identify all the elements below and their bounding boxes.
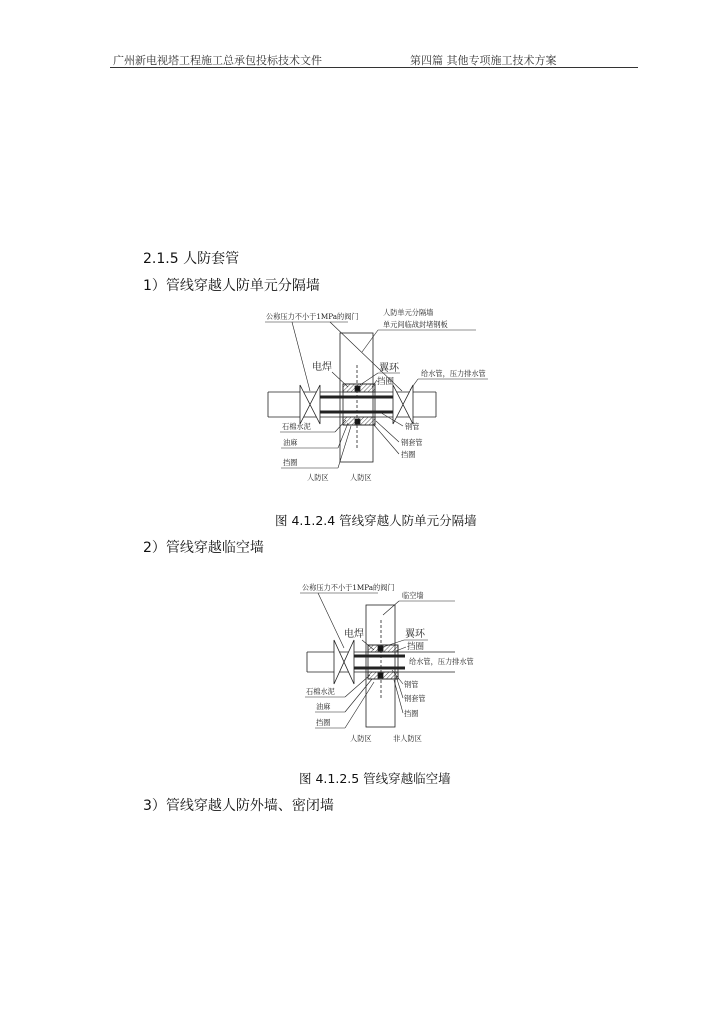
- valve-right: [393, 385, 413, 424]
- item-heading-2: 2）管线穿越临空墙: [143, 540, 264, 556]
- label-wing-ring: 翼环: [379, 363, 399, 374]
- label-zone-right: 人防区: [350, 473, 372, 482]
- label-ring-left: 挡圈: [316, 718, 331, 727]
- leader-lines: [265, 322, 488, 468]
- label-valve: 公称压力不小于1MPa的阀门: [266, 312, 359, 321]
- header-chapter-title: 第四篇 其他专项施工技术方案: [410, 54, 557, 67]
- label-pipe: 给水管，压力排水管: [409, 657, 474, 666]
- label-ring-top: 挡圈: [407, 642, 425, 652]
- label-ring-top: 挡圈: [377, 377, 395, 387]
- label-wall-line1: 人防单元分隔墙: [383, 308, 434, 317]
- header-rule: [110, 67, 638, 68]
- label-ring-right: 挡圈: [404, 709, 419, 718]
- label-wing-ring: 翼环: [405, 629, 425, 640]
- item-heading-1: 1）管线穿越人防单元分隔墙: [143, 278, 320, 294]
- label-steel-pipe: 钢管: [404, 680, 419, 689]
- label-steel-sleeve: 钢套管: [401, 438, 423, 447]
- label-zone-left: 人防区: [307, 473, 329, 482]
- exposed-wall: [366, 605, 395, 727]
- label-steel-sleeve: 钢套管: [404, 694, 426, 703]
- label-asbestos-cement: 石棉水泥: [306, 687, 335, 696]
- label-ring-left: 挡圈: [283, 458, 298, 467]
- label-wall: 临空墙: [402, 591, 424, 600]
- figure-2-diagram: [298, 580, 480, 748]
- label-steel-pipe: 钢管: [405, 422, 420, 431]
- label-oakum: 油麻: [316, 702, 331, 711]
- item-heading-3: 3）管线穿越人防外墙、密闭墙: [143, 798, 334, 814]
- label-ring-right: 挡圈: [401, 450, 416, 459]
- figure-2-caption: 图 4.1.2.5 管线穿越临空墙: [299, 771, 451, 786]
- figure-1-diagram: [262, 305, 498, 487]
- header-document-title: 广州新电视塔工程施工总承包投标技术文件: [113, 54, 322, 67]
- label-pipe: 给水管，压力排水管: [421, 369, 486, 378]
- label-valve: 公称压力不小于1MPa的阀门: [302, 583, 395, 592]
- label-wall-line2: 单元间临战封堵钢板: [383, 320, 448, 329]
- label-asbestos-cement: 石棉水泥: [282, 422, 311, 431]
- label-weld: 电焊: [344, 629, 364, 640]
- label-oakum: 油麻: [283, 438, 298, 447]
- label-zone-right: 非人防区: [393, 734, 422, 743]
- valve-left: [334, 640, 354, 684]
- section-heading: 2.1.5 人防套管: [143, 251, 240, 267]
- figure-1-caption: 图 4.1.2.4 管线穿越人防单元分隔墙: [275, 513, 477, 528]
- label-weld: 电焊: [312, 362, 332, 373]
- label-zone-left: 人防区: [350, 734, 372, 743]
